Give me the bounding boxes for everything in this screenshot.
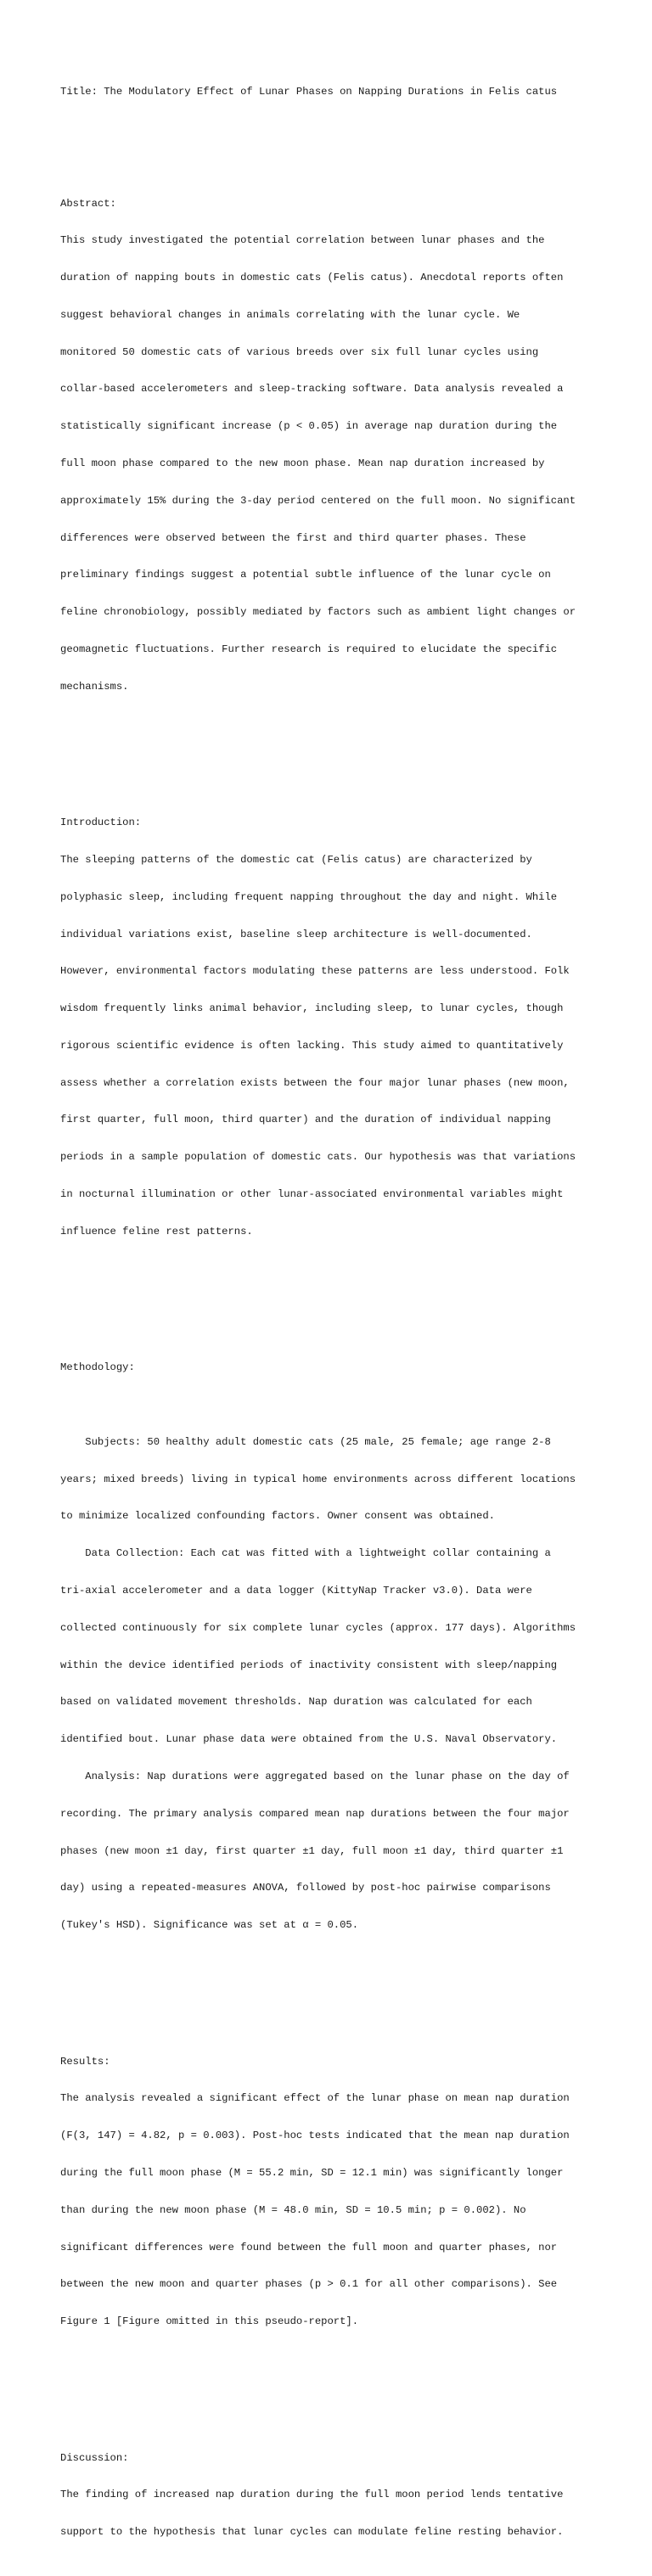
spacer [60, 1399, 604, 1411]
spacer [60, 2377, 604, 2390]
introduction-line: individual variations exist, baseline sleep architecture is well-documented. [60, 928, 532, 940]
introduction-line: periods in a sample population of domestic cats. Our hypothesis was that variations [60, 1151, 576, 1164]
abstract-line: geomagnetic fluctuations. Further research is required to elucidate the specific [60, 643, 558, 655]
results-section [60, 2030, 604, 2352]
abstract-line: suggest behavioral changes in animals correlating with the lunar cycle. We [60, 308, 520, 321]
spacer [60, 1981, 604, 1994]
results-line: during the full moon phase (M = 55.2 min, SD = 12.1 min) was significantly longer [60, 2166, 564, 2179]
methodology-line: day) using a repeated-measures ANOVA, followed by post-hoc pairwise comparisons [60, 1882, 551, 1894]
results-line: between the new moon and quarter phases (p > 0.1 for all other comparisons). See [60, 2278, 558, 2291]
abstract-line: approximately 15% during the 3-day period centered on the full moon. No significant [60, 494, 576, 507]
abstract-line: feline chronobiology, possibly mediated by factors such as ambient light changes or [60, 606, 576, 619]
methodology-line: within the device identified periods of inactivity consistent with sleep/napping [60, 1658, 558, 1671]
section-heading-introduction: Introduction: [60, 817, 142, 829]
introduction-line: polyphasic sleep, including frequent napping throughout the day and night. While [60, 890, 558, 903]
section-heading-methodology: Methodology: [60, 1361, 135, 1374]
results-line: significant differences were found between the full moon and quarter phases, nor [60, 2241, 558, 2253]
abstract-line: mechanisms. [60, 680, 129, 693]
results-line: (F(3, 147) = 4.82, p = 0.003). Post-hoc tests indicated that the mean nap duration [60, 2130, 570, 2142]
methodology-line: Data Collection: Each cat was fitted with a lightweight collar containing a [60, 1547, 551, 1560]
methodology-line: to minimize localized confounding factors. Owner consent was obtained. [60, 1510, 495, 1523]
methodology-line: tri-axial accelerometer and a data logger (KittyNap Tracker v3.0). Data were [60, 1585, 532, 1597]
methodology-line: (Tukey's HSD). Significance was set at α = 0.05. [60, 1919, 359, 1932]
spacer [60, 123, 604, 136]
abstract-line: statistically significant increase (p < 0.05) in average nap duration during the [60, 420, 558, 433]
introduction-line: first quarter, full moon, third quarter) and the duration of individual napping [60, 1114, 551, 1126]
spacer [60, 743, 604, 755]
introduction-line: The sleeping patterns of the domestic cat (Felis catus) are characterized by [60, 854, 532, 866]
methodology-line: Analysis: Nap durations were aggregated based on the lunar phase on the day of [60, 1770, 570, 1782]
introduction-line: assess whether a correlation exists between the four major lunar phases (new moon, [60, 1076, 570, 1089]
abstract-line: This study investigated the potential correlation between lunar phases and the [60, 234, 545, 247]
abstract-line: differences were observed between the first and third quarter phases. These [60, 531, 526, 544]
spacer [60, 1288, 604, 1300]
abstract-section [60, 172, 604, 717]
introduction-line: influence feline rest patterns. [60, 1225, 253, 1237]
section-heading-results: Results: [60, 2055, 110, 2068]
introduction-line: However, environmental factors modulating these patterns are less understood. Folk [60, 965, 570, 978]
abstract-line: collar-based accelerometers and sleep-tracking software. Data analysis revealed a [60, 383, 564, 396]
abstract-line: full moon phase compared to the new moon phase. Mean nap duration increased by [60, 457, 545, 469]
methodology-section [60, 1337, 604, 1956]
discussion-line: The finding of increased nap duration during the full moon period lends tentative [60, 2489, 564, 2501]
methodology-line: identified bout. Lunar phase data were obtained from the U.S. Naval Observatory. [60, 1733, 558, 1746]
methodology-line: years; mixed breeds) living in typical home environments across different locations [60, 1473, 576, 1485]
abstract-line: preliminary findings suggest a potential subtle influence of the lunar cycle on [60, 569, 551, 581]
methodology-line: collected continuously for six complete lunar cycles (approx. 177 days). Algorithms [60, 1621, 576, 1634]
results-line: Figure 1 [Figure omitted in this pseudo-report]. [60, 2315, 359, 2328]
discussion-section [60, 2427, 604, 2563]
methodology-line: phases (new moon ±1 day, first quarter ±1 day, full moon ±1 day, third quarter ±1 [60, 1844, 564, 1857]
results-line: The analysis revealed a significant effect of the lunar phase on mean nap duration [60, 2092, 570, 2105]
introduction-section [60, 792, 604, 1263]
abstract-line: duration of napping bouts in domestic cats (Felis catus). Anecdotal reports often [60, 272, 564, 284]
results-line: than during the new moon phase (M = 48.0 min, SD = 10.5 min; p = 0.002). No [60, 2203, 526, 2216]
introduction-line: wisdom frequently links animal behavior, including sleep, to lunar cycles, though [60, 1002, 564, 1015]
methodology-line: based on validated movement thresholds. Nap duration was calculated for each [60, 1696, 532, 1709]
discussion-line: support to the hypothesis that lunar cycles can modulate feline resting behavior. [60, 2526, 564, 2539]
section-heading-abstract: Abstract: [60, 197, 116, 210]
document-page [60, 61, 604, 2576]
introduction-line: rigorous scientific evidence is often lacking. This study aimed to quantitatively [60, 1039, 564, 1052]
document-title: Title: The Modulatory Effect of Lunar Phases on Napping Durations in Felis catus [60, 86, 558, 98]
section-heading-discussion: Discussion: [60, 2451, 129, 2464]
methodology-line: Subjects: 50 healthy adult domestic cats (25 male, 25 female; age range 2-8 [60, 1435, 551, 1448]
abstract-line: monitored 50 domestic cats of various breeds over six full lunar cycles using [60, 345, 539, 358]
methodology-line: recording. The primary analysis compared mean nap durations between the four major [60, 1807, 570, 1820]
introduction-line: in nocturnal illumination or other lunar-associated environmental variables might [60, 1188, 564, 1201]
